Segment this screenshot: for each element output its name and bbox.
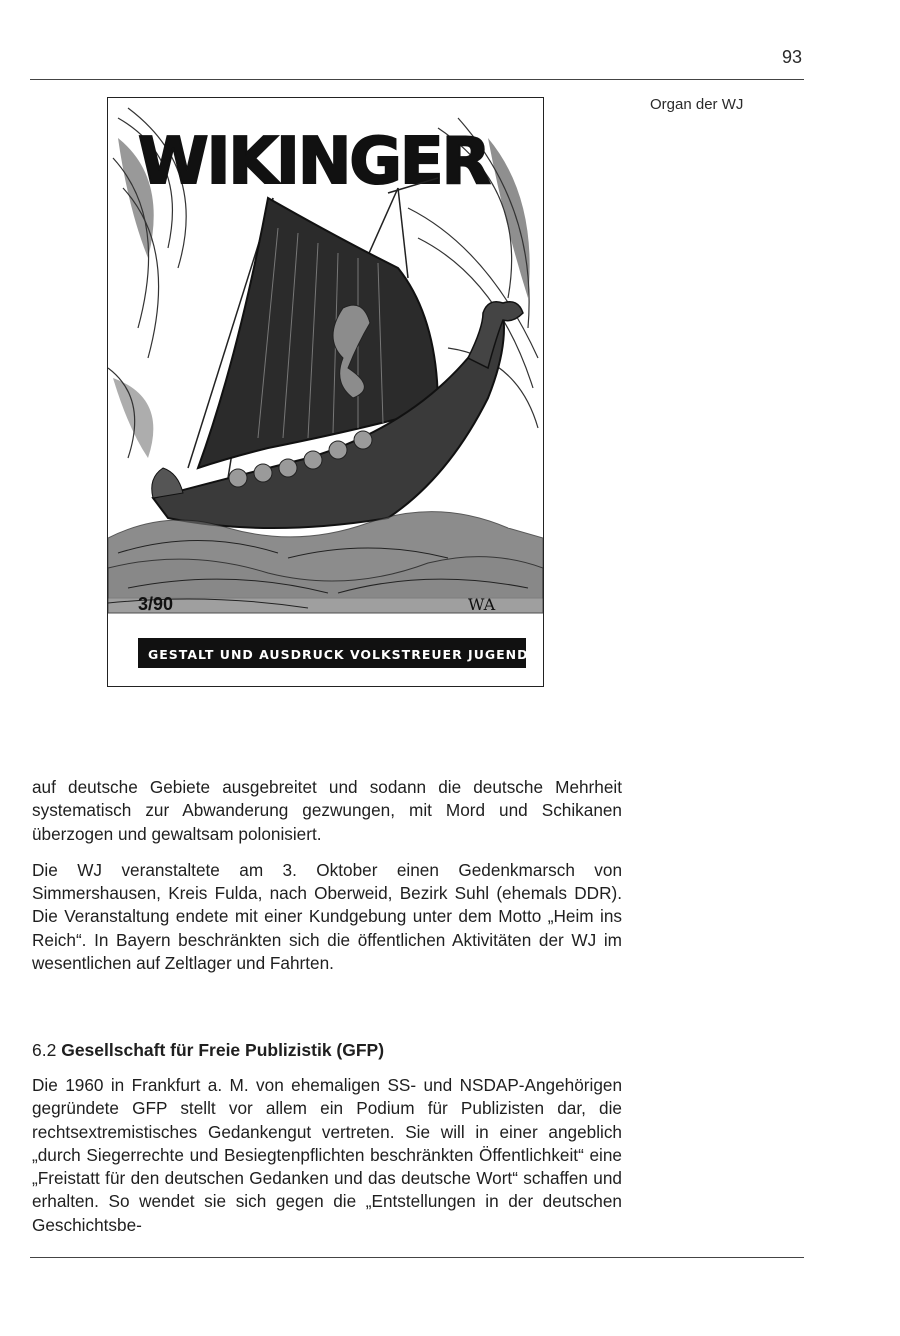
section-title: Gesellschaft für Freie Publizistik (GFP): [61, 1040, 385, 1060]
viking-ship-illustration: [108, 98, 543, 686]
body-paragraphs: [32, 776, 622, 988]
footer-rule: [30, 1257, 804, 1258]
artist-signature: WA: [468, 595, 496, 614]
masthead-title: WIKINGER: [138, 125, 489, 199]
tagline-banner: GESTALT UND AUSDRUCK VOLKSTREUER JUGEND: [148, 647, 529, 662]
section-number: 6.2: [32, 1040, 57, 1060]
paragraph: auf deutsche Gebiete ausgebreitet und sodann die deutsche Mehrheit systematisch zur Abwanderung gezwungen, mit Mord und Schikanen überzogen und gewaltsam polonisiert.: [32, 777, 622, 844]
issue-number: 3/90: [138, 594, 174, 614]
magazine-cover: [107, 97, 544, 687]
paragraph: Die WJ veranstaltete am 3. Oktober einen Gedenkmarsch von Simmershausen, Kreis Fulda, nach Oberweid, Bezirk Suhl (ehemals DDR). Die Veranstaltung endete mit einer Kundgebung unter dem Motto „Heim ins Reich“. In Bayern beschränkten sich die öffentlichen Aktivitäten der WJ im wesentlichen auf Zeltlager und Fahrten.: [32, 859, 622, 974]
page-number: 93: [781, 47, 802, 67]
figure-caption: Organ der WJ: [650, 96, 744, 113]
ship-stern: [152, 468, 183, 498]
section-heading: [32, 1040, 384, 1061]
header-rule: [30, 79, 804, 80]
paragraph: Die 1960 in Frankfurt a. M. von ehemaligen SS- und NSDAP-Angehörigen gegründete GFP stellt vor allem ein Podium für Publizisten dar, die rechtsextremistisches Gedankengut vertreten. Sie will in einer angeblich „durch Siegerrechte und Besiegtenpflichten beschränkten Öffentlichkeit“ eine „Freistatt für den deutschen Gedanken und das deutsche Wort“ schaffen und erhalten. So wendet sie sich gegen die „Entstellungen in der deutschen Geschichtsbe-: [32, 1075, 622, 1235]
section-body: [32, 1074, 622, 1237]
